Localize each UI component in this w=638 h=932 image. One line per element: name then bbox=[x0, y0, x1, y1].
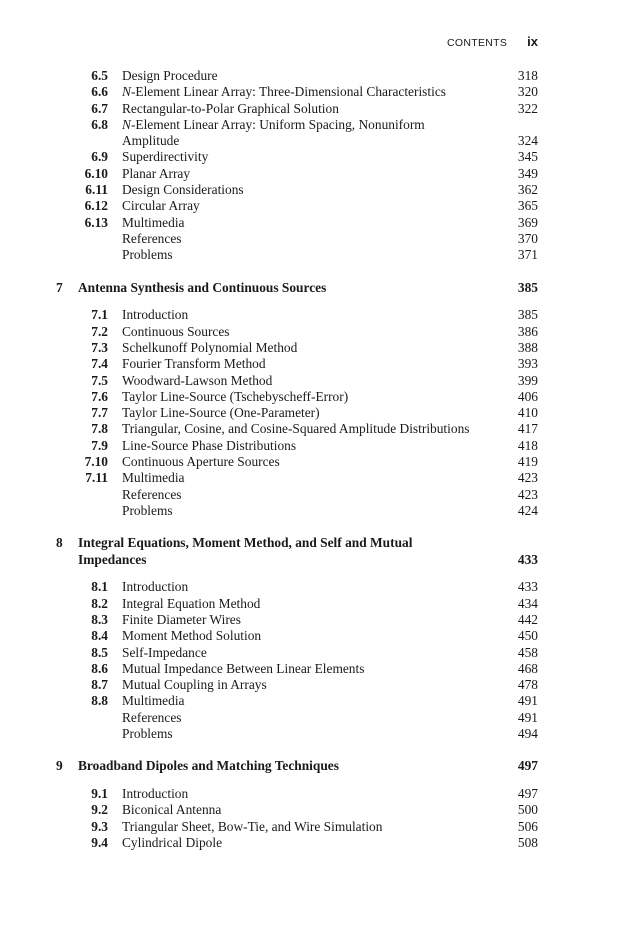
section-title bbox=[122, 101, 339, 117]
section-title bbox=[122, 117, 425, 133]
section-number: 6.10 bbox=[84, 165, 108, 181]
section-title-text: Triangular, Cosine, and Cosine-Squared Amplitude Distributions bbox=[122, 421, 470, 437]
section-page: 442 bbox=[517, 611, 538, 627]
section-title-text: Finite Diameter Wires bbox=[122, 611, 241, 627]
toc-entry bbox=[56, 340, 538, 356]
section-title bbox=[122, 68, 218, 84]
section-title-text: Multimedia bbox=[122, 470, 185, 486]
section-number: 9.4 bbox=[91, 834, 108, 850]
section-page: 399 bbox=[517, 372, 538, 388]
section-title bbox=[122, 487, 181, 503]
section-number: 6.13 bbox=[84, 214, 108, 230]
section-number: 8.1 bbox=[91, 579, 108, 595]
chapter-title-line1: Integral Equations, Moment Method, and Self and Mutual bbox=[78, 535, 413, 551]
section-title-text: -Element Linear Array: Three-Dimensional Characteristics bbox=[130, 84, 446, 100]
section-title-text: References bbox=[122, 486, 182, 502]
toc-entry bbox=[56, 579, 538, 595]
section-title-text: Mutual Impedance Between Linear Elements bbox=[122, 660, 365, 676]
section-title bbox=[122, 786, 188, 802]
section-number: 6.7 bbox=[91, 100, 108, 116]
section-page: 494 bbox=[517, 725, 538, 741]
section-page: 349 bbox=[517, 165, 538, 181]
section-title bbox=[122, 84, 446, 100]
section-title-text: Biconical Antenna bbox=[122, 802, 222, 818]
section-number: 6.8 bbox=[91, 116, 108, 132]
section-title-text: Introduction bbox=[122, 786, 189, 802]
toc-entry bbox=[56, 68, 538, 84]
section-page: 369 bbox=[517, 214, 538, 230]
section-number: 8.6 bbox=[91, 660, 108, 676]
toc-entry bbox=[56, 454, 538, 470]
section-page: 497 bbox=[517, 786, 538, 802]
table-of-contents bbox=[56, 68, 538, 851]
section-number: 8.3 bbox=[91, 611, 108, 627]
chapter-heading bbox=[56, 535, 538, 551]
toc-entry bbox=[56, 198, 538, 214]
running-head: CONTENTS bbox=[447, 37, 508, 49]
chapter-title: Antenna Synthesis and Continuous Sources bbox=[78, 279, 327, 295]
section-title bbox=[122, 182, 244, 198]
section-number: 7.1 bbox=[91, 307, 108, 323]
section-title bbox=[122, 373, 272, 389]
section-title bbox=[122, 596, 260, 612]
section-title-text: Multimedia bbox=[122, 214, 185, 230]
chapter-number: 8 bbox=[56, 535, 63, 551]
toc-entry bbox=[56, 819, 538, 835]
section-number: 8.8 bbox=[91, 693, 108, 709]
section-title-text: Cylindrical Dipole bbox=[122, 834, 223, 850]
section-title bbox=[122, 802, 221, 818]
toc-entry bbox=[56, 247, 538, 263]
section-title-text: Planar Array bbox=[122, 165, 191, 181]
section-title-text: Problems bbox=[122, 502, 173, 518]
section-page: 385 bbox=[517, 307, 538, 323]
section-title-text: Line-Source Phase Distributions bbox=[122, 437, 297, 453]
section-number: 9.3 bbox=[91, 818, 108, 834]
toc-entry bbox=[56, 470, 538, 486]
section-title-text: Fourier Transform Method bbox=[122, 356, 266, 372]
section-title bbox=[122, 503, 173, 519]
section-page: 433 bbox=[517, 579, 538, 595]
chapter-heading bbox=[56, 758, 538, 774]
section-title-text: Integral Equation Method bbox=[122, 595, 261, 611]
section-title bbox=[122, 693, 184, 709]
section-title bbox=[122, 247, 173, 263]
section-title-text: Multimedia bbox=[122, 693, 185, 709]
section-number: 6.11 bbox=[85, 182, 108, 198]
section-page: 423 bbox=[517, 470, 538, 486]
section-title-text: Design Considerations bbox=[122, 182, 244, 198]
section-page: 362 bbox=[517, 182, 538, 198]
toc-entry bbox=[56, 389, 538, 405]
spacer bbox=[56, 296, 538, 308]
section-number: 6.12 bbox=[84, 198, 108, 214]
toc-entry bbox=[56, 661, 538, 677]
toc-entry bbox=[56, 612, 538, 628]
section-title bbox=[122, 307, 188, 323]
section-title bbox=[122, 677, 267, 693]
chapter-page: 385 bbox=[517, 279, 538, 295]
section-page: 506 bbox=[517, 818, 538, 834]
spacer bbox=[56, 742, 538, 758]
toc-entry-continued bbox=[56, 133, 538, 149]
section-page: 320 bbox=[517, 84, 538, 100]
section-page: 508 bbox=[517, 834, 538, 850]
section-title-text: -Element Linear Array: Uniform Spacing, Nonuniform bbox=[130, 116, 425, 132]
section-number: 9.2 bbox=[91, 802, 108, 818]
section-title bbox=[122, 215, 184, 231]
section-page: 468 bbox=[517, 660, 538, 676]
section-page: 450 bbox=[517, 628, 538, 644]
section-title-text: References bbox=[122, 709, 182, 725]
section-title bbox=[122, 628, 261, 644]
section-page: 424 bbox=[517, 502, 538, 518]
toc-entry bbox=[56, 802, 538, 818]
section-number: 7.7 bbox=[91, 405, 108, 421]
section-title bbox=[122, 454, 280, 470]
section-title-text: Continuous Sources bbox=[122, 323, 230, 339]
spacer bbox=[56, 568, 538, 580]
section-number: 6.9 bbox=[91, 149, 108, 165]
section-page: 388 bbox=[517, 339, 538, 355]
section-page: 370 bbox=[517, 230, 538, 246]
section-number: 7.2 bbox=[91, 323, 108, 339]
toc-entry bbox=[56, 726, 538, 742]
toc-entry bbox=[56, 677, 538, 693]
section-number: 6.6 bbox=[91, 84, 108, 100]
section-page: 418 bbox=[517, 437, 538, 453]
toc-entry bbox=[56, 215, 538, 231]
section-page: 318 bbox=[517, 68, 538, 83]
section-title bbox=[122, 645, 207, 661]
toc-entry bbox=[56, 117, 538, 133]
section-title-text: Problems bbox=[122, 247, 173, 263]
toc-entry bbox=[56, 596, 538, 612]
section-title bbox=[122, 661, 364, 677]
toc-entry bbox=[56, 324, 538, 340]
chapter-heading bbox=[56, 280, 538, 296]
section-number: 7.9 bbox=[91, 437, 108, 453]
section-title bbox=[122, 405, 320, 421]
section-page: 371 bbox=[517, 247, 538, 263]
section-title-text: Problems bbox=[122, 725, 173, 741]
toc-entry bbox=[56, 307, 538, 323]
section-title-text: Mutual Coupling in Arrays bbox=[122, 677, 267, 693]
section-title bbox=[122, 835, 222, 851]
toc-entry bbox=[56, 645, 538, 661]
section-page: 491 bbox=[517, 709, 538, 725]
section-title bbox=[122, 612, 241, 628]
chapter-number: 9 bbox=[56, 758, 63, 774]
section-number: 8.4 bbox=[91, 628, 108, 644]
section-title bbox=[122, 166, 190, 182]
section-title bbox=[122, 231, 181, 247]
toc-entry bbox=[56, 373, 538, 389]
page-header bbox=[56, 33, 538, 51]
section-title-prefix: N bbox=[122, 84, 131, 100]
section-title-prefix: N bbox=[122, 116, 131, 132]
section-number: 7.5 bbox=[91, 372, 108, 388]
section-title-text: Introduction bbox=[122, 307, 189, 323]
toc-entry bbox=[56, 503, 538, 519]
toc-entry bbox=[56, 421, 538, 437]
section-title-text: Continuous Aperture Sources bbox=[122, 454, 280, 470]
chapter-page: 497 bbox=[517, 758, 538, 774]
section-page: 324 bbox=[517, 133, 538, 149]
section-number: 9.1 bbox=[91, 786, 108, 802]
section-title bbox=[122, 149, 208, 165]
toc-entry bbox=[56, 786, 538, 802]
toc-entry bbox=[56, 405, 538, 421]
section-title-text: Design Procedure bbox=[122, 68, 218, 83]
toc-entry bbox=[56, 149, 538, 165]
chapter-title-line2: Impedances bbox=[78, 551, 147, 567]
section-page: 491 bbox=[517, 693, 538, 709]
section-title bbox=[122, 438, 296, 454]
toc-entry bbox=[56, 84, 538, 100]
section-page: 410 bbox=[517, 405, 538, 421]
section-title-text: Circular Array bbox=[122, 198, 200, 214]
toc-entry bbox=[56, 710, 538, 726]
section-title bbox=[122, 356, 266, 372]
section-title-text: Rectangular-to-Polar Graphical Solution bbox=[122, 100, 339, 116]
section-title bbox=[122, 389, 348, 405]
chapter-number: 7 bbox=[56, 279, 63, 295]
section-title bbox=[122, 324, 230, 340]
section-title-text: Moment Method Solution bbox=[122, 628, 262, 644]
section-title-text: Triangular Sheet, Bow-Tie, and Wire Simulation bbox=[122, 818, 383, 834]
section-page: 393 bbox=[517, 356, 538, 372]
section-title-text: Superdirectivity bbox=[122, 149, 209, 165]
section-title bbox=[122, 710, 181, 726]
toc-entry bbox=[56, 101, 538, 117]
section-title bbox=[122, 579, 188, 595]
section-page: 500 bbox=[517, 802, 538, 818]
section-title bbox=[122, 340, 297, 356]
section-page: 406 bbox=[517, 388, 538, 404]
section-page: 365 bbox=[517, 198, 538, 214]
toc-entry bbox=[56, 835, 538, 851]
section-title bbox=[122, 819, 382, 835]
toc-entry bbox=[56, 356, 538, 372]
section-page: 458 bbox=[517, 644, 538, 660]
section-title bbox=[122, 198, 200, 214]
section-title-text: Taylor Line-Source (Tschebyscheff-Error) bbox=[122, 388, 349, 404]
section-number: 8.2 bbox=[91, 595, 108, 611]
toc-entry bbox=[56, 628, 538, 644]
section-title bbox=[122, 470, 184, 486]
section-title-text: References bbox=[122, 230, 182, 246]
toc-entry bbox=[56, 231, 538, 247]
section-number: 7.10 bbox=[84, 454, 108, 470]
page-number: ix bbox=[527, 34, 538, 49]
section-page: 417 bbox=[517, 421, 538, 437]
section-number: 7.11 bbox=[85, 470, 108, 486]
chapter-heading-continued bbox=[56, 552, 538, 568]
section-title-text: Introduction bbox=[122, 579, 189, 595]
section-title-line2: Amplitude bbox=[122, 133, 180, 149]
section-page: 386 bbox=[517, 323, 538, 339]
chapter-page: 433 bbox=[517, 551, 538, 567]
section-page: 322 bbox=[517, 100, 538, 116]
toc-entry bbox=[56, 182, 538, 198]
section-number: 8.5 bbox=[91, 644, 108, 660]
section-title bbox=[122, 726, 173, 742]
section-title-text: Woodward-Lawson Method bbox=[122, 372, 273, 388]
section-title-text: Schelkunoff Polynomial Method bbox=[122, 339, 298, 355]
section-page: 419 bbox=[517, 454, 538, 470]
spacer bbox=[56, 775, 538, 787]
section-page: 434 bbox=[517, 595, 538, 611]
section-number: 7.4 bbox=[91, 356, 108, 372]
section-title bbox=[122, 421, 469, 437]
section-number: 7.3 bbox=[91, 339, 108, 355]
section-title-text: Self-Impedance bbox=[122, 644, 207, 660]
spacer bbox=[56, 264, 538, 280]
section-number: 6.5 bbox=[91, 68, 108, 83]
section-page: 478 bbox=[517, 677, 538, 693]
toc-entry bbox=[56, 438, 538, 454]
section-page: 345 bbox=[517, 149, 538, 165]
chapter-title: Broadband Dipoles and Matching Techniques bbox=[78, 758, 339, 774]
section-page: 423 bbox=[517, 486, 538, 502]
section-number: 7.8 bbox=[91, 421, 108, 437]
spacer bbox=[56, 519, 538, 535]
section-number: 8.7 bbox=[91, 677, 108, 693]
section-number: 7.6 bbox=[91, 388, 108, 404]
section-title-text: Taylor Line-Source (One-Parameter) bbox=[122, 405, 320, 421]
toc-entry bbox=[56, 166, 538, 182]
toc-entry bbox=[56, 693, 538, 709]
toc-entry bbox=[56, 487, 538, 503]
